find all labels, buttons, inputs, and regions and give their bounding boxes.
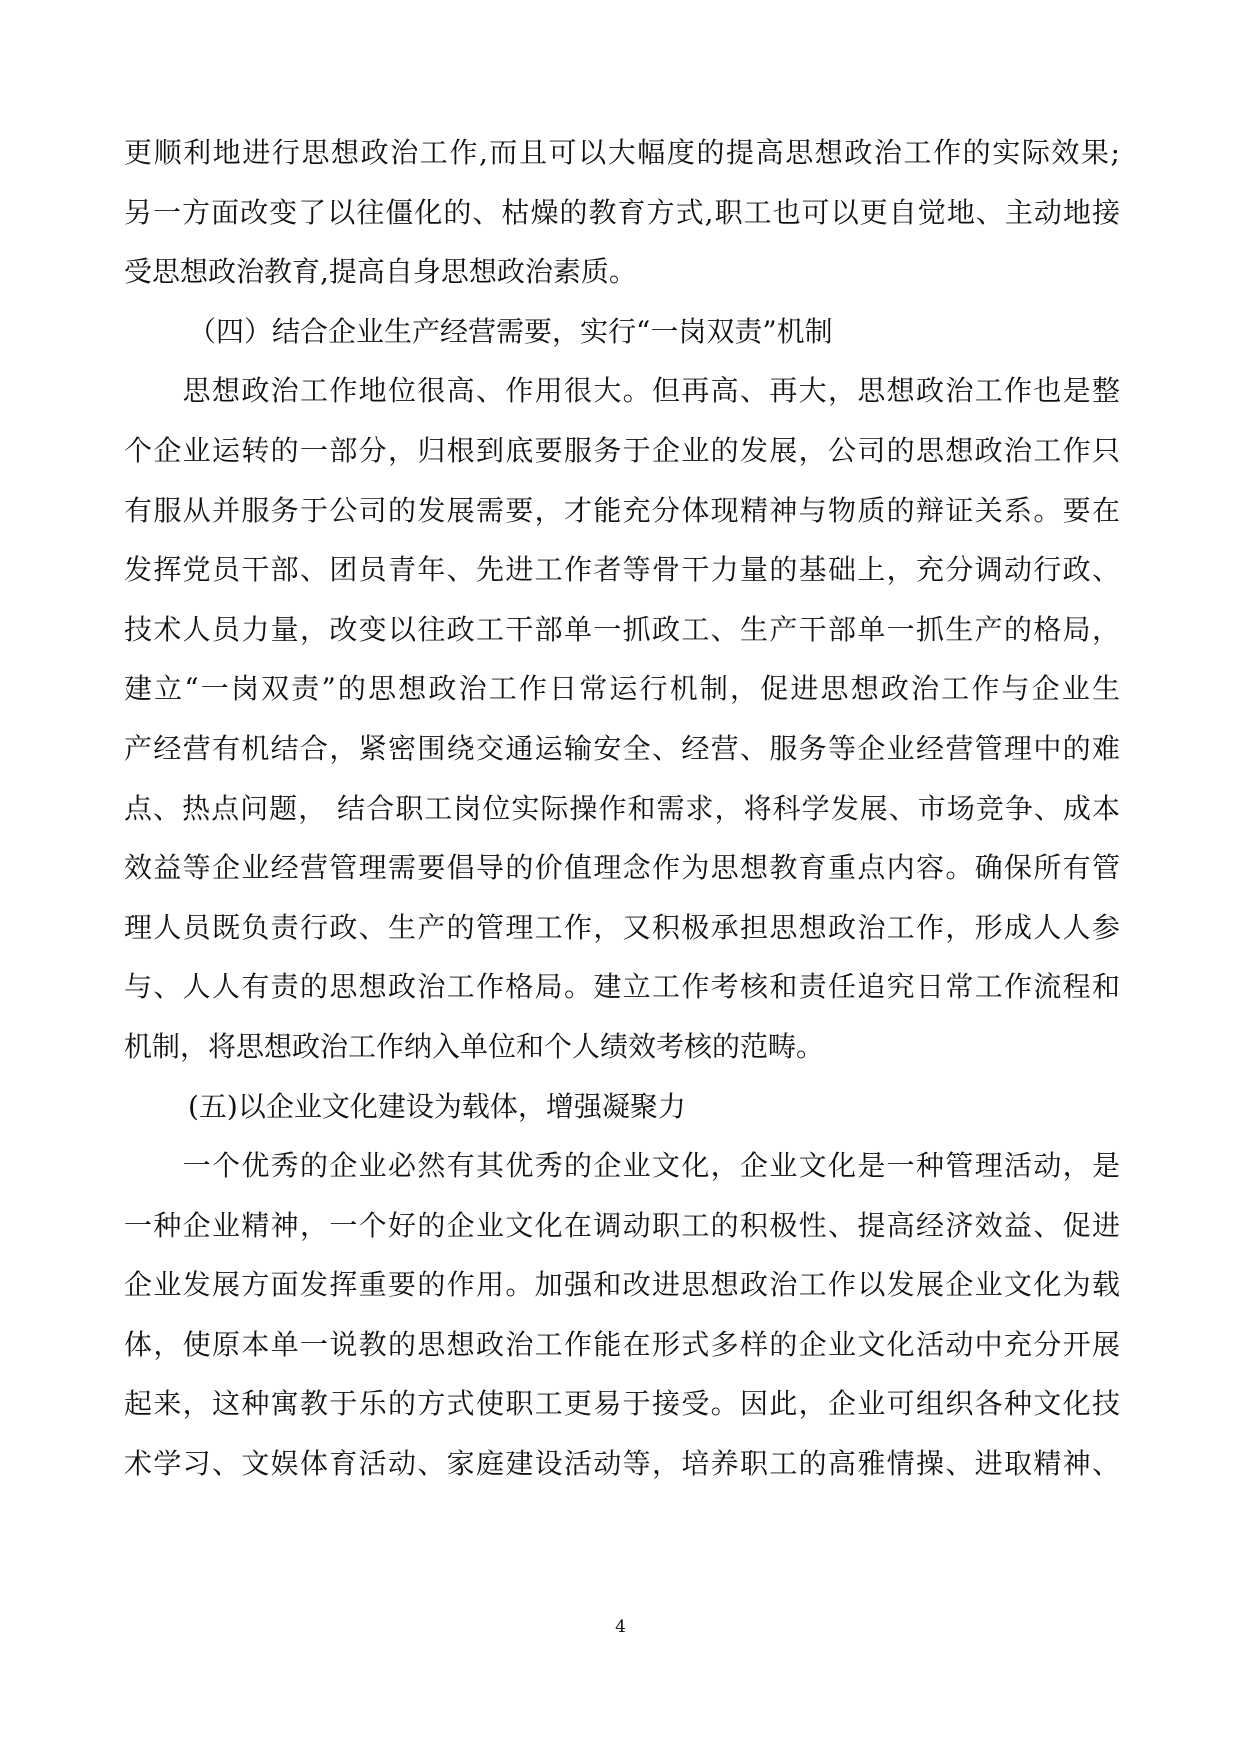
text-line: 术学习、文娱体育活动、家庭建设活动等，培养职工的高雅情操、进取精神、 [124, 1447, 1120, 1481]
text-line: 思想政治工作地位很高、作用很大。但再高、再大，思想政治工作也是整 [124, 374, 1120, 408]
text-line: 个企业运转的一部分，归根到底要服务于企业的发展，公司的思想政治工作只 [124, 433, 1120, 467]
text-line: 更顺利地进行思想政治工作,而且可以大幅度的提高思想政治工作的实际效果; [124, 136, 1120, 169]
text-line: 一种企业精神，一个好的企业文化在调动职工的积极性、提高经济效益、促进 [124, 1208, 1120, 1242]
text-line: 效益等企业经营管理需要倡导的价值理念作为思想教育重点内容。确保所有管 [124, 851, 1120, 885]
text-line: 与、人人有责的思想政治工作格局。建立工作考核和责任追究日常工作流程和 [124, 970, 1120, 1004]
section-heading: （四）结合企业生产经营需要，实行“一岗双责”机制 [188, 314, 833, 348]
section-heading: (五)以企业文化建设为载体，增强凝聚力 [188, 1089, 686, 1123]
text-line: 起来，这种寓教于乐的方式使职工更易于接受。因此，企业可组织各种文化技 [124, 1387, 1120, 1421]
text-line: 理人员既负责行政、生产的管理工作，又积极承担思想政治工作，形成人人参 [124, 910, 1120, 944]
text-line: 体，使原本单一说教的思想政治工作能在形式多样的企业文化活动中充分开展 [124, 1327, 1120, 1361]
text-line: 产经营有机结合，紧密围绕交通运输安全、经营、服务等企业经营管理中的难 [124, 731, 1120, 765]
text-line: 一个优秀的企业必然有其优秀的企业文化，企业文化是一种管理活动，是 [124, 1149, 1120, 1183]
text-line: 机制，将思想政治工作纳入单位和个人绩效考核的范畴。 [124, 1029, 825, 1063]
page-number: 4 [615, 1617, 626, 1637]
text-line: 有服从并服务于公司的发展需要，才能充分体现精神与物质的辩证关系。要在 [124, 493, 1120, 527]
text-line: 发挥党员干部、团员青年、先进工作者等骨干力量的基础上，充分调动行政、 [124, 553, 1120, 587]
text-line: 建立“一岗双责”的思想政治工作日常运行机制，促进思想政治工作与企业生 [124, 672, 1120, 706]
body-text [124, 123, 1120, 1494]
text-line: 受思想政治教育,提高自身思想政治素质。 [124, 255, 637, 289]
text-line: 点、热点问题， 结合职工岗位实际操作和需求，将科学发展、市场竞争、成本 [124, 791, 1120, 825]
text-line: 另一方面改变了以往僵化的、枯燥的教育方式,职工也可以更自觉地、主动地接 [124, 195, 1120, 229]
text-line: 企业发展方面发挥重要的作用。加强和改进思想政治工作以发展企业文化为载 [124, 1268, 1120, 1302]
text-line: 技术人员力量，改变以往政工干部单一抓政工、生产干部单一抓生产的格局， [124, 612, 1120, 646]
